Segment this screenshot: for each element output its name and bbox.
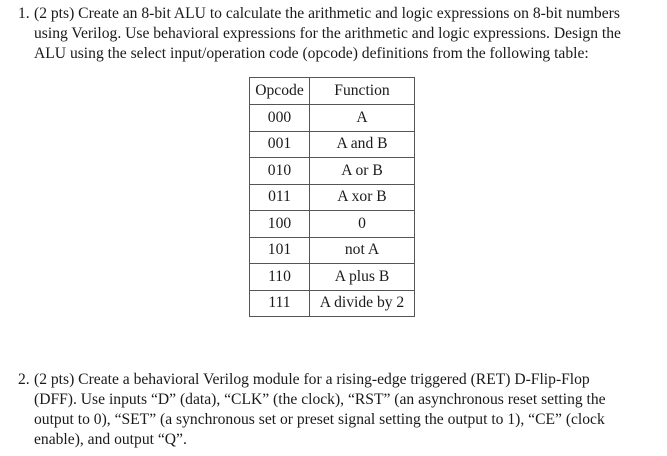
problem-2-line: enable), and output “Q”. xyxy=(34,431,187,448)
function-cell: not A xyxy=(310,237,415,264)
table-row xyxy=(250,131,415,158)
problem-2-number: 2. xyxy=(18,371,30,388)
function-cell: 0 xyxy=(310,211,415,238)
opcode-table xyxy=(249,77,415,317)
opcode-cell: 100 xyxy=(250,211,310,238)
problem-1-line: using Verilog. Use behavioral expressions for the arithmetic and logic expressions. Design the xyxy=(34,25,621,42)
header-opcode: Opcode xyxy=(250,78,310,105)
problem-2-line: output to 0), “SET” (a synchronous set or preset signal setting the output to 1), “CE” (clock xyxy=(34,411,605,428)
opcode-cell: 101 xyxy=(250,237,310,264)
opcode-cell: 111 xyxy=(250,290,310,317)
header-function: Function xyxy=(310,78,415,105)
table-header-row xyxy=(250,78,415,105)
table-row xyxy=(250,105,415,132)
table-row xyxy=(250,264,415,291)
problem-2-line: (2 pts) Create a behavioral Verilog module for a rising-edge triggered (RET) D-Flip-Flop xyxy=(34,371,590,388)
function-cell: A divide by 2 xyxy=(310,290,415,317)
opcode-cell: 000 xyxy=(250,105,310,132)
function-cell: A plus B xyxy=(310,264,415,291)
problem-1-line: (2 pts) Create an 8-bit ALU to calculate the arithmetic and logic expressions on 8-bit numbers xyxy=(34,5,620,22)
table-row xyxy=(250,184,415,211)
function-cell: A xyxy=(310,105,415,132)
function-cell: A xor B xyxy=(310,184,415,211)
problem-1-number: 1. xyxy=(18,5,30,22)
problem-2-line: (DFF). Use inputs “D” (data), “CLK” (the clock), “RST” (an asynchronous reset setting the xyxy=(34,391,606,408)
table-row xyxy=(250,211,415,238)
table-row xyxy=(250,237,415,264)
opcode-cell: 110 xyxy=(250,264,310,291)
function-cell: A or B xyxy=(310,158,415,185)
table-row xyxy=(250,158,415,185)
opcode-cell: 010 xyxy=(250,158,310,185)
function-cell: A and B xyxy=(310,131,415,158)
problem-1-line: ALU using the select input/operation code (opcode) definitions from the following table: xyxy=(34,45,589,62)
opcode-cell: 001 xyxy=(250,131,310,158)
table-row xyxy=(250,290,415,317)
opcode-cell: 011 xyxy=(250,184,310,211)
